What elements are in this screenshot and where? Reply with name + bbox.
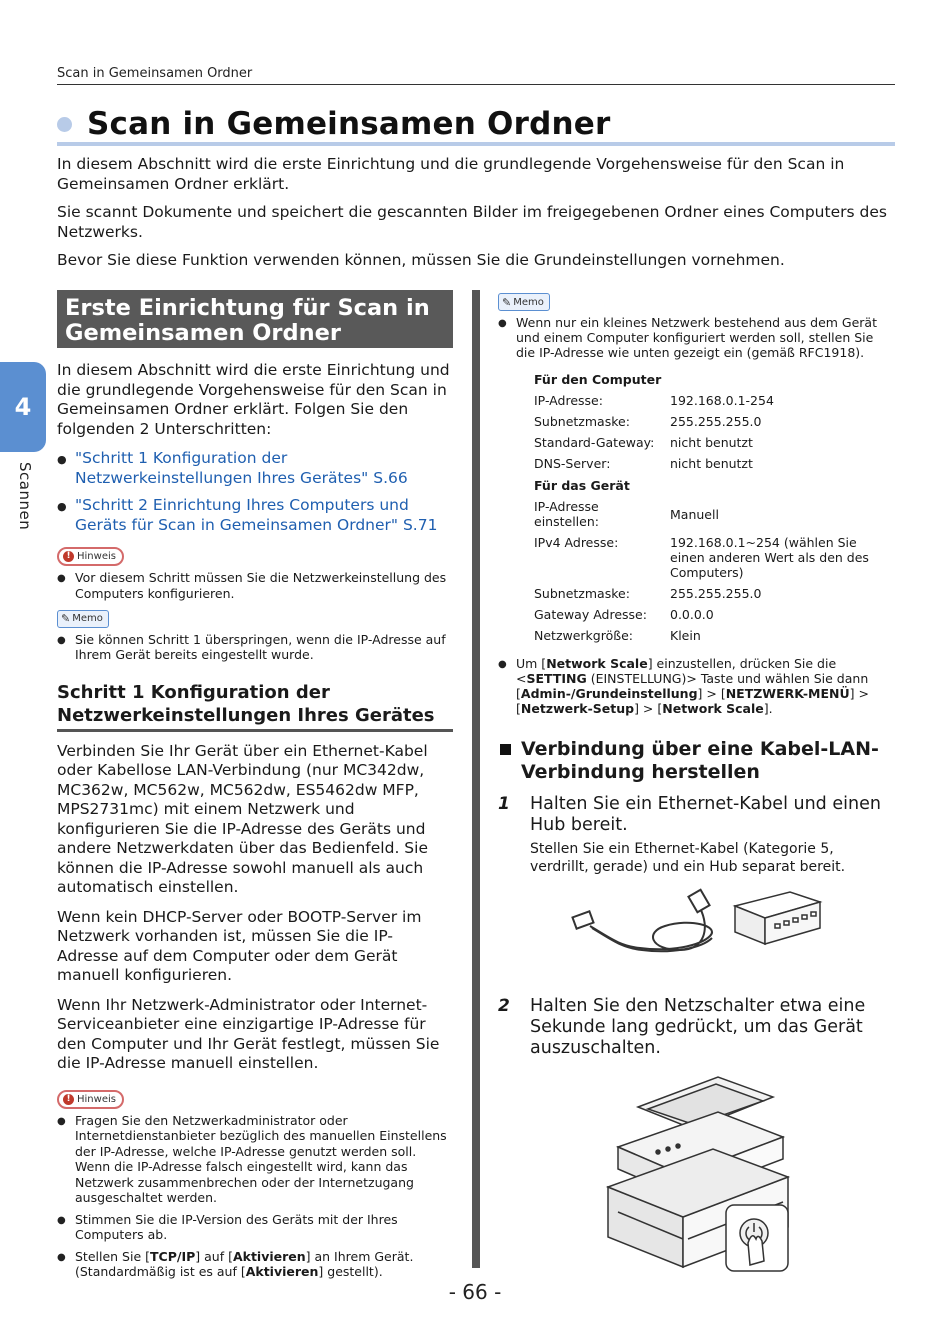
intro-paragraph: Bevor Sie diese Funktion verwenden können, müssen Sie die Grundeinstellungen vornehmen. xyxy=(57,251,785,269)
text-fragment: ] gestellt). xyxy=(318,1264,383,1279)
table-key: IP-Adresse einstellen: xyxy=(534,499,599,529)
table-value: 0.0.0.0 xyxy=(670,607,714,622)
hinweis-badge xyxy=(57,547,124,566)
power-switch-icon xyxy=(726,1205,788,1271)
menu-term: Network Scale xyxy=(662,701,764,716)
step-title: Halten Sie ein Ethernet-Kabel und einen Hub bereit. xyxy=(530,794,881,835)
list-item xyxy=(57,496,453,535)
table-value: 255.255.255.0 xyxy=(670,586,762,601)
table-row xyxy=(534,583,890,604)
hinweis-list xyxy=(57,1113,453,1280)
warning-icon: ! xyxy=(63,551,74,562)
text-fragment: (EINSTELLUNG)> Taste und wählen Sie dann [ xyxy=(516,671,869,701)
section-intro: In diesem Abschnitt wird die erste Einrichtung und die grundlegende Vorgehensweise für den Scan in Gemeinsamen Ordner erklärt. Folgen Sie den folgenden 2 Unterschritten: xyxy=(57,361,450,438)
table-key: Netzwerkgröße: xyxy=(534,628,634,643)
table-row xyxy=(534,390,890,411)
memo-list xyxy=(57,632,453,663)
pencil-icon: ✎ xyxy=(502,295,512,309)
table-value: nicht benutzt xyxy=(670,435,753,450)
table-value: 255.255.255.0 xyxy=(670,414,762,429)
table-row xyxy=(534,453,890,474)
table-value: 192.168.0.1-254 xyxy=(670,393,774,408)
list-item xyxy=(57,1249,453,1280)
menu-term: Aktivieren xyxy=(232,1248,306,1264)
table-key: Subnetzmaske: xyxy=(534,586,630,601)
title-underline xyxy=(57,142,895,146)
step2-link[interactable]: "Schritt 2 Einrichtung Ihres Computers und Geräts für Scan in Gemeinsamen Ordner" S.71 xyxy=(75,496,438,534)
table-key: Gateway Adresse: xyxy=(534,607,647,622)
hinweis-badge xyxy=(57,1090,124,1109)
step-2 xyxy=(498,996,893,1059)
step-title: Halten Sie den Netzschalter etwa eine Sekunde lang gedrückt, um das Gerät auszuschalten. xyxy=(530,996,866,1058)
memo-label: Memo xyxy=(72,613,103,624)
memo-badge xyxy=(498,293,550,311)
table-key: Standard-Gateway: xyxy=(534,435,655,450)
table-key: IPv4 Adresse: xyxy=(534,535,619,550)
text-fragment: ] einzustellen, drücken Sie die < xyxy=(516,656,837,686)
intro-paragraph: Sie scannt Dokumente und speichert die gescannten Bilder im freigegebenen Ordner eines Computers des Netzwerks. xyxy=(57,203,887,241)
square-bullet-icon xyxy=(500,744,511,755)
table-row xyxy=(534,432,890,453)
table-section-header: Für das Gerät xyxy=(534,478,630,493)
paragraph: Wenn kein DHCP-Server oder BOOTP-Server im Netzwerk vorhanden ist, müssen Sie die IP-Adresse auf dem Computer oder dem Gerät manuell konfigurieren. xyxy=(57,907,422,984)
text-fragment: ] an Ihrem Gerät. (Standardmäßig ist es auf [ xyxy=(75,1248,414,1279)
page-number: - 66 - xyxy=(448,1280,502,1304)
text-fragment: Stellen Sie [ xyxy=(75,1248,151,1264)
title-row xyxy=(57,102,895,146)
list-item xyxy=(57,449,453,488)
list-item: ● Wenn nur ein kleines Netzwerk bestehend aus dem Gerät und einem Computer konfiguriert werden soll, stellen Sie die IP-Adresse wie unten gezeigt ein (gemäß RFC1918). xyxy=(498,315,893,360)
menu-term: Netzwerk-Setup xyxy=(520,701,635,716)
paragraph: Wenn Ihr Netzwerk-Administrator oder Internet-Serviceanbieter eine einzigartige IP-Adresse für den Computer und Ihr Gerät festlegt, müssen Sie die IP-Adresse manuell einstellen. xyxy=(57,995,440,1072)
section-heading xyxy=(498,738,893,784)
page-title: Scan in Gemeinsamen Ordner xyxy=(87,106,611,142)
paragraph: Verbinden Sie Ihr Gerät über ein Ethernet-Kabel oder Kabellose LAN-Verbindung (nur MC342dw, MC362w, MC562w, MC562dw, ES5462dw MFP, MPS2731mc) mit einem Netzwerk und konfigurieren Sie die IP-Adresse des Geräts und andere Netzwerkdaten über das Bedienfeld. Sie können die IP-Adresse sowohl manuell als auch automatisch einstellen. xyxy=(57,741,428,896)
hinweis-label: Hinweis xyxy=(77,1093,116,1105)
step-links xyxy=(57,449,453,535)
section-title: Erste Einrichtung für Scan in Gemeinsamen Ordner xyxy=(57,290,453,348)
step-description: Stellen Sie ein Ethernet-Kabel (Kategorie 5, verdrillt, gerade) und ein Hub separat bereit. xyxy=(530,841,846,875)
table-value: Klein xyxy=(670,628,701,643)
title-bullet-icon xyxy=(57,117,72,132)
intro xyxy=(57,155,895,280)
memo-badge xyxy=(57,610,109,628)
running-head: Scan in Gemeinsamen Ordner xyxy=(57,66,253,81)
menu-term: Network Scale xyxy=(546,656,648,671)
list-item xyxy=(498,656,893,716)
text-fragment: Um [ xyxy=(516,656,547,671)
text-fragment: ] > [ xyxy=(634,701,663,716)
settings-table xyxy=(534,368,890,646)
chapter-number: 4 xyxy=(14,393,32,421)
step-number: 2 xyxy=(498,996,510,1016)
pencil-icon: ✎ xyxy=(61,612,71,625)
table-row xyxy=(534,496,890,532)
list-item: ● Fragen Sie den Netzwerkadministrator oder Internetdienstanbieter bezüglich des manuellen Einstellens der IP-Adresse, welche IP-Adresse genutzt werden soll. Wenn die IP-Adresse falsch eingestellt wird, kann das Netzwerk zusammenbrechen oder der Internetzugang ausgeschaltet werden. xyxy=(57,1113,453,1206)
hinweis-list xyxy=(57,570,453,601)
key-term: SETTING xyxy=(526,671,587,686)
table-key: DNS-Server: xyxy=(534,456,611,471)
chapter-label: Scannen xyxy=(16,462,34,531)
warning-icon: ! xyxy=(63,1094,74,1105)
text-fragment: ] > [ xyxy=(516,686,869,716)
table-row xyxy=(534,604,890,625)
hinweis-label: Hinweis xyxy=(77,551,116,562)
table-row xyxy=(534,532,890,583)
ethernet-cable-and-hub-illustration xyxy=(570,888,870,968)
list-item: ● Sie können Schritt 1 überspringen, wenn die IP-Adresse auf Ihrem Gerät bereits eingestellt wurde. xyxy=(57,632,453,663)
menu-term: TCP/IP xyxy=(150,1248,196,1264)
memo-label: Memo xyxy=(513,296,544,308)
header-divider xyxy=(57,84,895,85)
list-item: ● Vor diesem Schritt müssen Sie die Netzwerkeinstellung des Computers konfigurieren. xyxy=(57,570,453,601)
left-column xyxy=(57,290,453,1286)
table-value: Manuell xyxy=(670,506,719,522)
table-value: nicht benutzt xyxy=(670,456,753,471)
list-item: ● Stimmen Sie die IP-Version des Geräts mit der Ihres Computers ab. xyxy=(57,1212,453,1243)
table-row xyxy=(534,411,890,432)
section-heading-text: Verbindung über eine Kabel-LAN-Verbindung herstellen xyxy=(521,738,879,783)
text-fragment: ] auf [ xyxy=(195,1248,233,1264)
step1-link[interactable]: "Schritt 1 Konfiguration der Netzwerkeinstellungen Ihres Gerätes" S.66 xyxy=(75,449,408,487)
memo-list xyxy=(498,315,893,360)
menu-term: Admin-/Grundeinstellung xyxy=(520,686,698,701)
step1-heading: Schritt 1 Konfiguration der Netzwerkeinstellungen Ihres Gerätes xyxy=(57,681,453,732)
column-divider xyxy=(472,290,480,1268)
step-number: 1 xyxy=(498,794,510,814)
table-value: 192.168.0.1~254 (wählen Sie einen anderen Wert als den des Computers) xyxy=(670,535,869,580)
menu-term: Aktivieren xyxy=(245,1264,319,1279)
table-row xyxy=(534,625,890,646)
table-key: IP-Adresse: xyxy=(534,393,603,408)
step-1 xyxy=(498,794,893,876)
text-fragment: ] > [ xyxy=(697,686,726,701)
table-section-header: Für den Computer xyxy=(534,372,662,387)
intro-paragraph: In diesem Abschnitt wird die erste Einrichtung und die grundlegende Vorgehensweise für den Scan in Gemeinsamen Ordner erklärt. xyxy=(57,155,845,193)
printer-power-switch-illustration xyxy=(598,1067,798,1277)
text-fragment: ]. xyxy=(763,701,773,716)
menu-term: NETZWERK-MENÜ xyxy=(725,686,850,701)
table-key: Subnetzmaske: xyxy=(534,414,630,429)
ethernet-cable-icon xyxy=(572,890,712,952)
network-hub-icon xyxy=(735,892,820,944)
network-scale-note xyxy=(498,656,893,716)
right-column xyxy=(498,290,893,1277)
chapter-tab[interactable] xyxy=(0,362,46,452)
